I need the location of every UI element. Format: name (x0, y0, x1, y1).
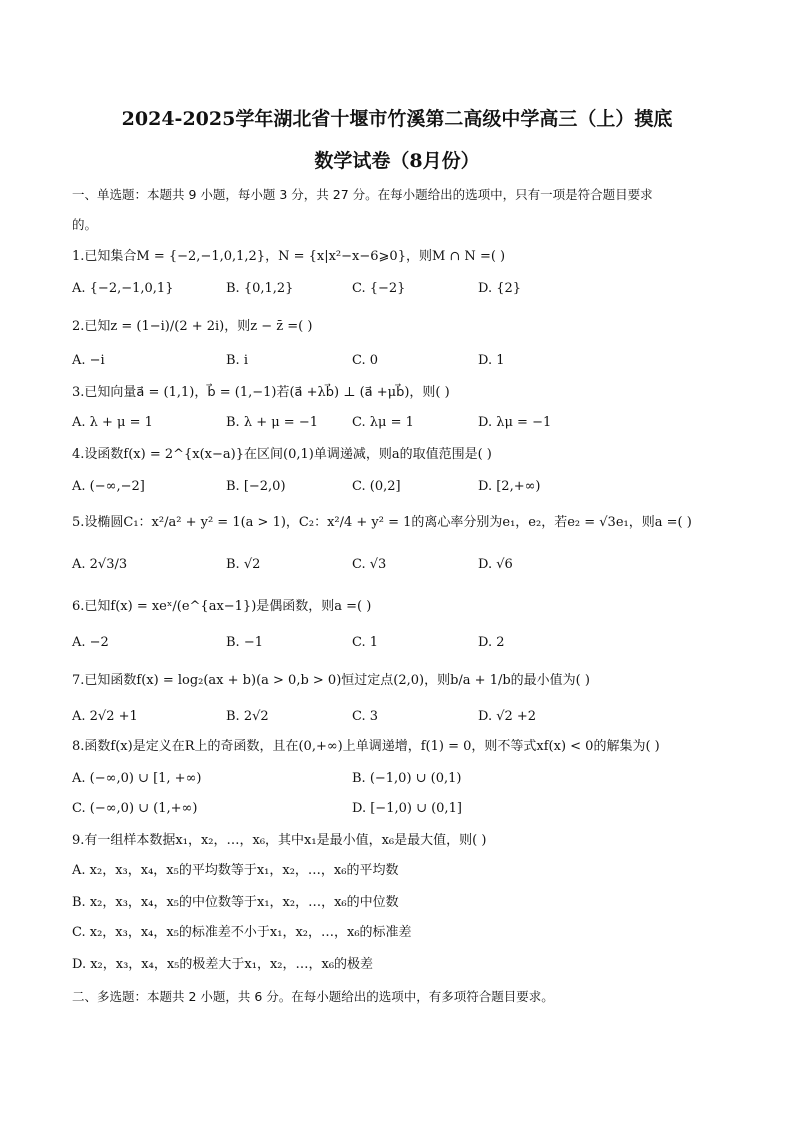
section2-header: 二、多选题：本题共 2 小题，共 6 分。在每小题给出的选项中，有多项符合题目要求。 (72, 989, 554, 1004)
question-2-stem: 2.已知z = (1−i)/(2 + 2i)，则z − z̄ =( ) (72, 319, 313, 334)
question-5-stem: 5.设椭圆C₁：x²/a² + y² = 1(a > 1)，C₂：x²/4 + y² = 1的离心率分别为e₁，e₂，若e₂ = √3e₁，则a =( ) (72, 515, 692, 530)
question-8-option-a: A. (−∞,0) ∪ [1, +∞) (72, 771, 202, 786)
question-7-option-a: A. 2√2 +1 (72, 709, 138, 724)
question-1-option-a: A. {−2,−1,0,1} (72, 281, 174, 296)
question-1-option-b: B. {0,1,2} (226, 281, 294, 296)
question-8-option-c: C. (−∞,0) ∪ (1,+∞) (72, 801, 198, 816)
question-8-option-b: B. (−1,0) ∪ (0,1) (352, 771, 462, 786)
question-5-option-c: C. √3 (352, 557, 387, 572)
question-1-option-d: D. {2} (478, 281, 522, 296)
question-5-option-d: D. √6 (478, 557, 513, 572)
question-2-option-a: A. −i (72, 353, 105, 368)
question-8-stem: 8.函数f(x)是定义在R上的奇函数，且在(0,+∞)上单调递增，f(1) = 0，则不等式xf(x) < 0的解集为( ) (72, 739, 660, 754)
question-6-option-b: B. −1 (226, 635, 263, 650)
question-7-option-c: C. 3 (352, 709, 379, 724)
question-6-option-a: A. −2 (72, 635, 109, 650)
question-2-option-d: D. 1 (478, 353, 505, 368)
question-4-option-a: A. (−∞,−2] (72, 479, 145, 494)
question-5-option-b: B. √2 (226, 557, 261, 572)
section1-header: 一、单选题：本题共 9 小题，每小题 3 分，共 27 分。在每小题给出的选项中，只有一项是符合题目要求 (72, 187, 653, 202)
question-3-stem: 3.已知向量a⃗ = (1,1)，b⃗ = (1,−1)若(a⃗ +λb⃗) ⊥ (a⃗ +μb⃗)，则( ) (72, 385, 450, 400)
question-7-option-b: B. 2√2 (226, 709, 269, 724)
question-5-option-a: A. 2√3/3 (72, 557, 128, 572)
question-1-option-c: C. {−2} (352, 281, 406, 296)
question-4-stem: 4.设函数f(x) = 2^{x(x−a)}在区间(0,1)单调递减，则a的取值范围是( ) (72, 447, 492, 462)
question-9-option-d: D. x₂，x₃，x₄，x₅的极差大于x₁，x₂，…，x₆的极差 (72, 957, 374, 972)
question-9-option-b: B. x₂，x₃，x₄，x₅的中位数等于x₁，x₂，…，x₆的中位数 (72, 895, 399, 910)
question-9-stem: 9.有一组样本数据x₁，x₂，…，x₆，其中x₁是最小值，x₆是最大值，则( ) (72, 833, 487, 848)
question-4-option-b: B. [−2,0) (226, 479, 286, 494)
question-9-option-c: C. x₂，x₃，x₄，x₅的标准差不小于x₁，x₂，…，x₆的标准差 (72, 925, 412, 940)
section1-header-cont: 的。 (72, 217, 98, 232)
question-7-option-d: D. √2 +2 (478, 709, 537, 724)
question-3-option-b: B. λ + μ = −1 (226, 415, 318, 430)
question-3-option-a: A. λ + μ = 1 (72, 415, 153, 430)
question-6-option-d: D. 2 (478, 635, 505, 650)
question-3-option-d: D. λμ = −1 (478, 415, 552, 430)
question-6-stem: 6.已知f(x) = xeˣ/(e^{ax−1})是偶函数，则a =( ) (72, 599, 372, 614)
question-6-option-c: C. 1 (352, 635, 379, 650)
question-2-option-b: B. i (226, 353, 248, 368)
exam-title-line2: 数学试卷（8月份） (314, 150, 480, 172)
question-3-option-c: C. λμ = 1 (352, 415, 414, 430)
question-8-option-d: D. [−1,0) ∪ (0,1] (352, 801, 462, 816)
exam-title-line1: 2024-2025学年湖北省十堰市竹溪第二高级中学高三（上）摸底 (121, 108, 673, 130)
question-4-option-c: C. (0,2] (352, 479, 401, 494)
question-1-stem: 1.已知集合M = {−2,−1,0,1,2}，N = {x|x²−x−6⩾0}，则M ∩ N =( ) (72, 249, 506, 264)
question-4-option-d: D. [2,+∞) (478, 479, 541, 494)
question-2-option-c: C. 0 (352, 353, 379, 368)
question-9-option-a: A. x₂，x₃，x₄，x₅的平均数等于x₁，x₂，…，x₆的平均数 (72, 863, 399, 878)
question-7-stem: 7.已知函数f(x) = log₂(ax + b)(a > 0,b > 0)恒过定点(2,0)，则b/a + 1/b的最小值为( ) (72, 673, 590, 688)
